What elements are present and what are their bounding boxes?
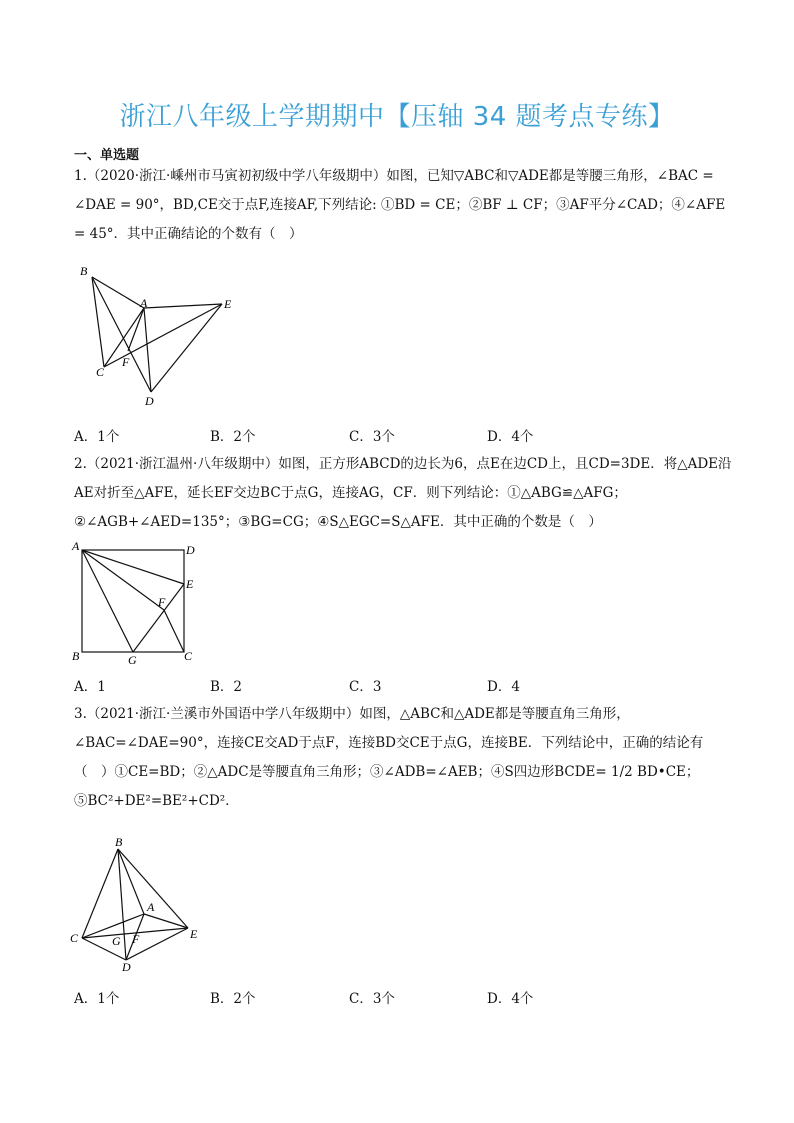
label-G: G [112, 934, 121, 948]
label-E: E [190, 927, 198, 941]
label-E: E [224, 297, 232, 311]
q3-option-a: A．1个 [74, 991, 120, 1007]
q2-option-d: D．4 [487, 679, 520, 695]
q1-option-c: C．3个 [349, 429, 395, 445]
section-heading: 一、单选题 [74, 148, 140, 163]
q3-option-d: D．4个 [487, 991, 534, 1007]
question-2-stem: 2.（2021·浙江温州·八年级期中）如图，正方形ABCD的边长为6，点E在边CD上，且CD=3DE．将△ADE沿AE对折至△AFE，延长EF交边BC于点G，连接AG，CF．则下列结论：①△ABG≌△AFG；②∠AGB+∠AED=135°；③BG=CG；④S△EGC=S△AFE．其中正确的个数是（ ） [74, 456, 732, 530]
label-F: F [158, 595, 166, 609]
q2-option-a: A．1 [74, 679, 106, 695]
q1-option-d: D．4个 [487, 429, 534, 445]
label-A: A [140, 296, 148, 310]
question-1-figure [74, 262, 244, 412]
page-title: 浙江八年级上学期期中【压轴 34 题考点专练】 [119, 102, 675, 132]
label-B: B [80, 264, 88, 278]
label-F: F [132, 932, 140, 946]
label-D: D [145, 394, 154, 408]
question-1-stem: 1.（2020·浙江·嵊州市马寅初初级中学八年级期中）如图，已知▽ABC和▽ADE都是等腰三角形，∠BAC = ∠DAE = 90°，BD,CE交于点F,连接AF,下列结论: ①BD = CE；②BF ⊥ CF；③AF平分∠CAD；④∠AFE = 45°．其中正确结论的个数有（ ） [74, 168, 726, 242]
label-B: B [115, 835, 123, 849]
label-G: G [128, 653, 137, 665]
q2-option-c: C．3 [349, 679, 382, 695]
q1-option-b: B．2个 [210, 429, 256, 445]
label-B: B [72, 649, 80, 663]
label-C: C [70, 931, 79, 945]
q3-option-c: C．3个 [349, 991, 395, 1007]
q1-option-a: A．1个 [74, 429, 120, 445]
question-3-stem: 3.（2021·浙江·兰溪市外国语中学八年级期中）如图，△ABC和△ADE都是等腰直角三角形，∠BAC=∠DAE=90°，连接CE交AD于点F，连接BD交CE于点G，连接BE．下列结论中，正确的结论有（ ）①CE=BD；②△ADC是等腰直角三角形；③∠ADB=∠AEB；④S四边形BCDE= 1/2 BD•CE；⑤BC²+DE²=BE²+CD²． [74, 706, 704, 809]
label-D: D [186, 543, 195, 557]
label-A: A [72, 540, 80, 553]
q3-option-b: B．2个 [210, 991, 256, 1007]
label-C: C [96, 365, 105, 379]
question-3-figure [66, 835, 211, 975]
label-A: A [147, 900, 155, 914]
label-C: C [184, 649, 193, 663]
label-D: D [122, 960, 131, 974]
question-2-figure [70, 540, 210, 665]
q2-option-b: B．2 [210, 679, 243, 695]
label-F: F [122, 355, 130, 369]
label-E: E [186, 577, 194, 591]
